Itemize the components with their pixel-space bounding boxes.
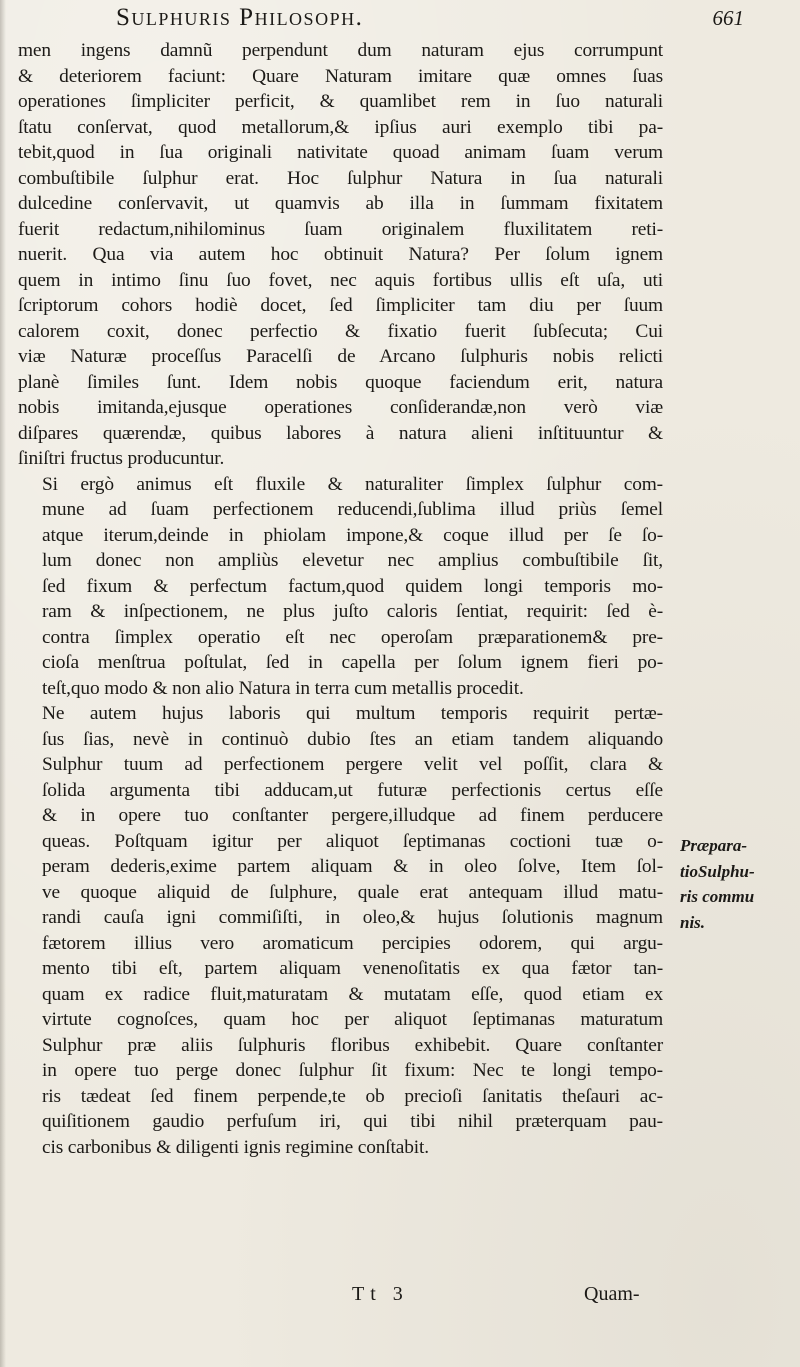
text-line: virtute cognoſces, quam hoc per aliquot ſeptimanas maturatum — [42, 1009, 663, 1030]
text-line: nobis imitanda,ejusque operationes conſiderandæ,non verò viæ — [18, 397, 663, 418]
text-line: & deteriorem faciunt: Quare Naturam imitare quæ omnes ſuas — [18, 65, 663, 87]
signature-mark: Tt 3 — [352, 1283, 409, 1305]
text-line: men ingens damnũ perpendunt dum naturam ejus corrumpunt — [18, 40, 663, 61]
text-line: ſus ſias, nevè in continuò dubio ſtes an etiam tandem aliquando — [42, 728, 663, 750]
running-head — [110, 4, 744, 38]
running-title: Sulphuris Philosoph. — [116, 4, 364, 31]
text-line: cis carbonibus & diligenti ignis regimine conſtabit. — [42, 1136, 429, 1158]
text-line: contra ſimplex operatio eſt nec operoſam præparationem& pre- — [42, 626, 663, 648]
paragraph — [18, 701, 663, 1160]
text-line: quem in intimo ſinu ſuo fovet, nec aquis fortibus ullis eſt uſa, uti — [18, 269, 663, 291]
margin-note-line: nis. — [680, 912, 706, 932]
page-footer — [0, 1283, 800, 1313]
text-line: operationes ſimpliciter perficit, & quamlibet rem in ſuo naturali — [18, 91, 663, 112]
text-line: viæ Naturæ proceſſus Paracelſi de Arcano ſulphuris nobis relicti — [18, 346, 663, 367]
text-line: Sulphur præ aliis ſulphuris floribus exhibebit. Quare conſtanter — [42, 1034, 663, 1056]
text-line: teſt,quo modo & non alio Natura in terra cum metallis procedit. — [42, 677, 524, 699]
text-line: planè ſimiles ſunt. Idem nobis quoque faciendum erit, natura — [18, 371, 663, 393]
text-line: fuerit redactum,nihilominus ſuam originalem fluxilitatem reti- — [18, 218, 663, 240]
text-line: Ne autem hujus laboris qui multum temporis requirit pertæ- — [42, 703, 663, 724]
catchword: Quam- — [584, 1283, 640, 1305]
text-line: dulcedine conſervavit, ut quamvis ab illa in ſummam fixitatem — [18, 193, 663, 214]
text-line: ſcriptorum cohors hodiè docet, ſed ſimpliciter tam diu per ſuum — [18, 295, 663, 316]
text-line: & in opere tuo conſtanter pergere,illudque ad finem perducere — [42, 805, 663, 826]
text-line: in opere tuo perge donec ſulphur ſit fixum: Nec te longi tempo- — [42, 1060, 663, 1081]
text-line: mune ad ſuam perfectionem reducendi,ſublima illud priùs ſemel — [42, 499, 663, 520]
paragraph — [18, 38, 663, 472]
text-line: fætorem illius vero aromaticum percipies odorem, qui argu- — [42, 932, 663, 954]
text-line: tebit,quod in ſua originali nativitate quoad animam ſuam verum — [18, 142, 663, 163]
text-line: combuſtibile ſulphur erat. Hoc ſulphur Natura in ſua naturali — [18, 167, 663, 189]
margin-note-line: ris commu — [680, 887, 755, 906]
text-line: quam ex radice fluit,maturatam & mutatam eſſe, quod etiam ex — [42, 983, 663, 1005]
text-line: quiſitionem gaudio perfuſum iri, qui tibi nihil præterquam pau- — [42, 1111, 663, 1132]
text-line: Sulphur tuum ad perfectionem pergere velit vel poſſit, clara & — [42, 754, 663, 775]
text-line: ſiniſtri fructus producuntur. — [18, 448, 225, 469]
body-text — [18, 38, 663, 1160]
margin-note-line: Præpara- — [680, 836, 748, 855]
text-line: cioſa menſtrua poſtulat, ſed in capella per ſolum ignem fieri po- — [42, 652, 663, 673]
page-number: 661 — [712, 6, 744, 30]
text-line: Si ergò animus eſt fluxile & naturaliter ſimplex ſulphur com- — [42, 473, 663, 495]
margin-note — [680, 833, 795, 935]
text-line: ris tædeat ſed finem perpende,te ob precioſi ſanitatis theſauri ac- — [42, 1085, 663, 1107]
text-line: randi cauſa igni commiſiſti, in oleo,& hujus ſolutionis magnum — [42, 907, 663, 928]
margin-note-line: tioSulphu- — [680, 861, 755, 881]
text-line: mento tibi eſt, partem aliquam venenoſitatis ex qua fætor tan- — [42, 958, 663, 979]
text-line: ſolida argumenta tibi adducam,ut futuræ perfectionis certus eſſe — [42, 779, 663, 801]
text-line: queas. Poſtquam igitur per aliquot ſeptimanas coctioni tuæ o- — [42, 830, 663, 852]
text-line: atque iterum,deinde in phiolam impone,& coque illud per ſe ſo- — [42, 524, 663, 546]
paragraph — [18, 472, 663, 702]
text-line: peram dederis,exime partem aliquam & in oleo ſolve, Item ſol- — [42, 856, 663, 877]
text-line: calorem coxit, donec perfectio & fixatio fuerit ſubſecuta; Cui — [18, 320, 663, 342]
text-line: ram & inſpectionem, ne plus juſto caloris ſentiat, requirit: ſed è- — [42, 601, 663, 622]
text-line: nuerit. Qua via autem hoc obtinuit Natura? Per ſolum ignem — [18, 244, 663, 265]
text-line: lum donec non ampliùs elevetur nec amplius combuſtibile ſit, — [42, 550, 663, 571]
text-line: ve quoque aliquid de ſulphure, quale erat antequam illud matu- — [42, 881, 663, 903]
text-line: diſpares quærendæ, quibus labores à natura alieni inſtituuntur & — [18, 422, 663, 444]
text-line: ſed fixum & perfectum factum,quod quidem longi temporis mo- — [42, 575, 663, 597]
text-line: ſtatu conſervat, quod metallorum,& ipſius auri exemplo tibi pa- — [18, 116, 663, 138]
